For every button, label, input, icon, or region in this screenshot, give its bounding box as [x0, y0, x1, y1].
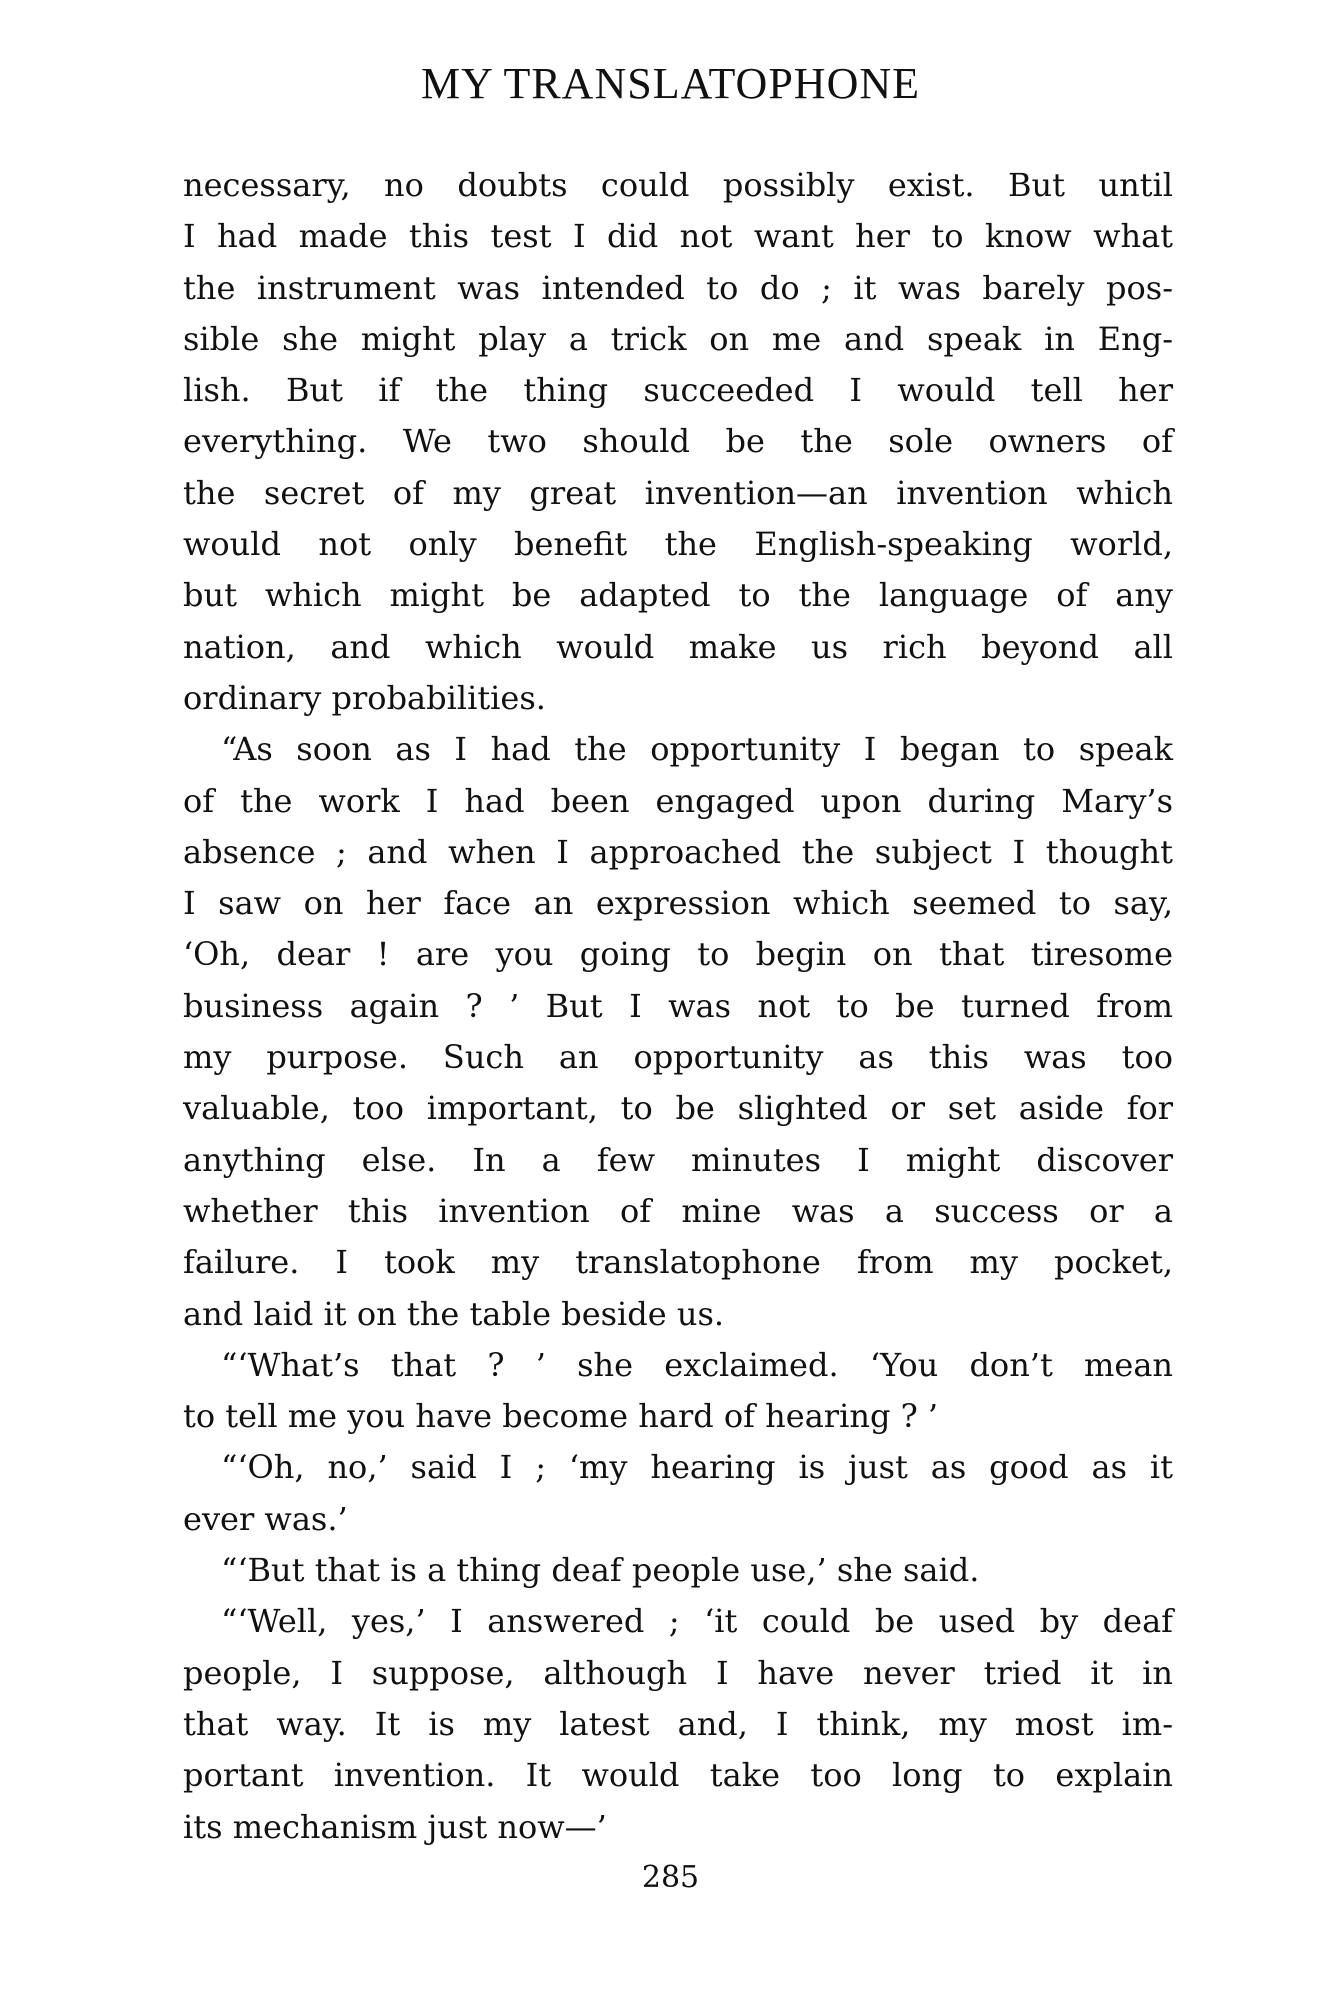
- text-line: whether this invention of mine was a success or a: [183, 1191, 1173, 1230]
- text-line: its mechanism just now—’: [183, 1807, 607, 1846]
- text-line: I saw on her face an expression which seemed to say,: [183, 884, 1173, 923]
- text-line: “‘Oh, no,’ said I ; ‘my hearing is just as good as it: [221, 1448, 1173, 1487]
- text-line: that way. It is my latest and, I think, my most im-: [183, 1704, 1173, 1743]
- page-number: 285: [641, 1860, 700, 1895]
- text-line: ‘Oh, dear ! are you going to begin on that tiresome: [183, 935, 1173, 974]
- text-line: sible she might play a trick on me and speak in Eng-: [183, 319, 1173, 358]
- text-line: “‘But that is a thing deaf people use,’ she said.: [221, 1551, 980, 1590]
- text-line: to tell me you have become hard of hearing ? ’: [183, 1397, 939, 1436]
- text-line: of the work I had been engaged upon during Mary’s: [183, 781, 1173, 820]
- text-line: would not only benefit the English-speaking world,: [183, 525, 1173, 564]
- text-line: necessary, no doubts could possibly exist. But until: [183, 166, 1173, 204]
- text-line: I had made this test I did not want her to know what: [183, 217, 1173, 256]
- text-line: anything else. In a few minutes I might discover: [183, 1140, 1173, 1179]
- text-line: portant invention. It would take too long to explain: [183, 1756, 1173, 1795]
- text-line: nation, and which would make us rich beyond all: [183, 627, 1173, 666]
- text-line: my purpose. Such an opportunity as this was too: [183, 1038, 1173, 1077]
- text-line: “‘Well, yes,’ I answered ; ‘it could be used by deaf: [221, 1602, 1173, 1641]
- text-line: people, I suppose, although I have never tried it in: [183, 1653, 1173, 1692]
- text-line: ever was.’: [183, 1499, 348, 1538]
- running-header: MY TRANSLATOPHONE: [420, 59, 921, 108]
- text-line: the instrument was intended to do ; it was barely pos-: [183, 268, 1173, 307]
- body-text: [183, 160, 1173, 1853]
- text-line: business again ? ’ But I was not to be turned from: [183, 986, 1173, 1025]
- text-line: everything. We two should be the sole owners of: [183, 422, 1173, 461]
- text-line: “‘What’s that ? ’ she exclaimed. ‘You don’t mean: [221, 1345, 1173, 1384]
- text-line: the secret of my great invention—an invention which: [183, 473, 1173, 512]
- text-line: “As soon as I had the opportunity I began to speak: [221, 730, 1173, 769]
- text-line: failure. I took my translatophone from my pocket,: [183, 1243, 1173, 1282]
- text-line: absence ; and when I approached the subject I thought: [183, 832, 1173, 871]
- text-line: and laid it on the table beside us.: [183, 1294, 725, 1333]
- text-line: but which might be adapted to the language of any: [183, 576, 1173, 615]
- text-line: lish. But if the thing succeeded I would tell her: [183, 371, 1173, 410]
- text-line: valuable, too important, to be slighted or set aside for: [183, 1089, 1173, 1128]
- text-line: ordinary probabilities.: [183, 678, 546, 717]
